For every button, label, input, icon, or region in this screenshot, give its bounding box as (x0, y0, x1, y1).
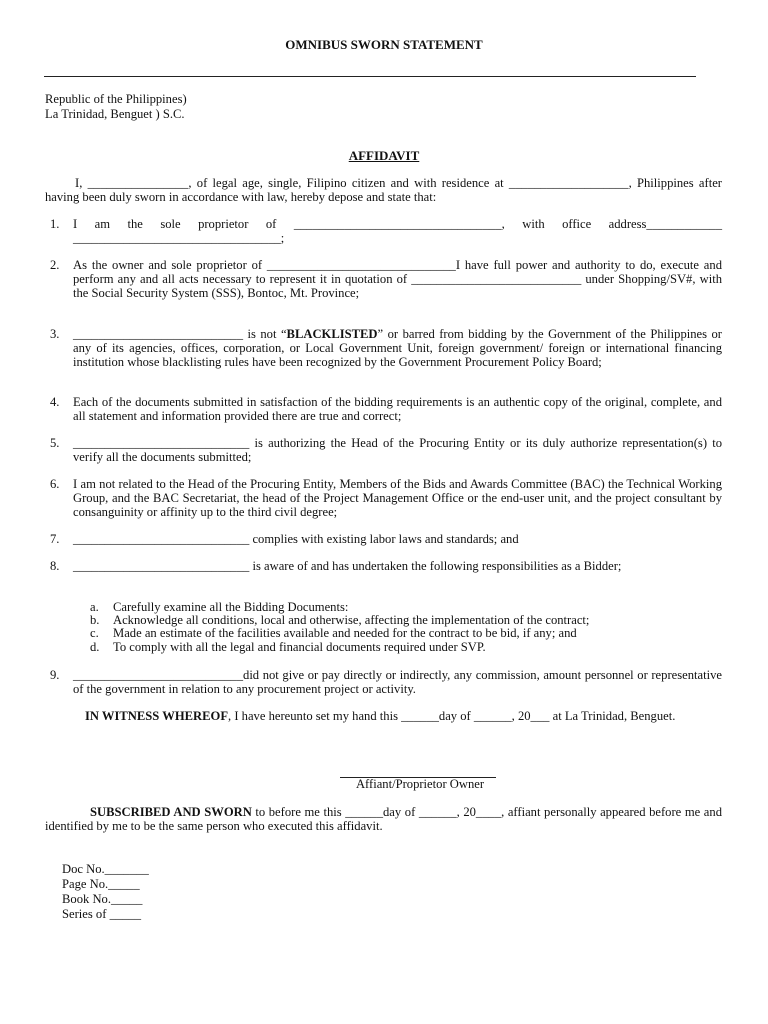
subitem-letter: a. (90, 600, 99, 614)
item-8-text: ____________________________ is aware of and has undertaken the following responsibilities as a Bidder; (73, 559, 622, 573)
subscribed-label: SUBSCRIBED AND SWORN (90, 805, 252, 819)
item-number: 5. (50, 436, 60, 450)
item-3-blank: ___________________________ is not “ (73, 327, 287, 341)
item-number: 3. (50, 327, 60, 341)
item-2-text: As the owner and sole proprietor of ______________________________I have full power and authority to do, execute and perform any and all acts necessary to represent it in quotation of ___________________________ under Shopping/SV#, with the Social Security System (SSS), Bontoc, Mt. Province; (73, 258, 722, 300)
venue-line-1: Republic of the Philippines) (45, 92, 187, 106)
document-title: OMNIBUS SWORN STATEMENT (285, 37, 483, 52)
subscribed-paragraph (45, 806, 722, 834)
intro-paragraph: I, ________________, of legal age, single, Filipino citizen and with residence at ___________________, Philippines after having been duly sworn in accordance with law, hereby depose and state that: (45, 176, 722, 204)
item-number: 6. (50, 477, 60, 491)
subitem-letter: b. (90, 613, 100, 627)
item-number: 1. (50, 217, 60, 231)
doc-number: Doc No._______ (62, 862, 149, 876)
subitem-c (90, 627, 577, 641)
item-number: 9. (50, 668, 60, 682)
series-number: Series of _____ (62, 907, 142, 921)
item-number: 4. (50, 395, 60, 409)
item-3-text (73, 328, 722, 369)
item-1-text: I am the sole proprietor of _________________________________, with office address____________ _________________________________; (73, 217, 722, 245)
item-7-text: ____________________________ complies with existing labor laws and standards; and (73, 532, 519, 546)
item-6-text: I am not related to the Head of the Procuring Entity, Members of the Bids and Awards Committee (BAC) the Technical Working Group, and the BAC Secretariat, the head of the Project Management Office or the end-user unit, and the project consultant by consanguinity or affinity up to the third civil degree; (73, 477, 722, 519)
item-3-rest: ” or barred from bidding by the Government of the Philippines or any of its agencies, offices, corporation, or Local Government Unit, foreign government/ foreign or international financing institution whose blacklisting rules have been recognized by the Government Procurement Policy Board; (73, 327, 723, 369)
item-number: 7. (50, 532, 60, 546)
item-9-text: ___________________________did not give or pay directly or indirectly, any commission, amount personnel or representative of the government in relation to any procurement project or activity. (73, 668, 722, 696)
title-divider (44, 76, 696, 77)
item-number: 2. (50, 258, 60, 272)
witness-paragraph (45, 710, 722, 724)
item-5-text: ____________________________ is authorizing the Head of the Procuring Entity or its duly authorize representation(s) to verify all the documents submitted; (73, 436, 722, 464)
subitem-d (90, 641, 486, 655)
item-number: 8. (50, 559, 60, 573)
witness-label: IN WITNESS WHEREOF (85, 709, 229, 723)
subitem-text: To comply with all the legal and financial documents required under SVP. (113, 640, 486, 654)
signature-label: Affiant/Proprietor Owner (355, 777, 485, 791)
subitem-letter: c. (90, 626, 99, 640)
venue-line-2: La Trinidad, Benguet ) S.C. (45, 107, 185, 121)
item-4-text: Each of the documents submitted in satisfaction of the bidding requirements is an authentic copy of the original, complete, and all statement and information provided there are true and correct; (73, 395, 722, 423)
page-number: Page No._____ (62, 877, 140, 891)
witness-text: , I have hereunto set my hand this ______day of ______, 20___ at La Trinidad, Benguet. (228, 709, 676, 723)
subitem-text: Carefully examine all the Bidding Documents: (113, 600, 349, 614)
subitem-text: Acknowledge all conditions, local and otherwise, affecting the implementation of the contract; (113, 613, 590, 627)
book-number: Book No._____ (62, 892, 143, 906)
subitem-text: Made an estimate of the facilities available and needed for the contract to be bid, if any; and (113, 626, 577, 640)
subscribed-text: to before me this ______day of ______, 20____, affiant personally appeared before me and identified by me to be the same person who executed this affidavit. (45, 805, 722, 833)
affidavit-heading: AFFIDAVIT (348, 148, 420, 163)
blacklisted-label: BLACKLISTED (286, 327, 378, 341)
subitem-letter: d. (90, 640, 100, 654)
